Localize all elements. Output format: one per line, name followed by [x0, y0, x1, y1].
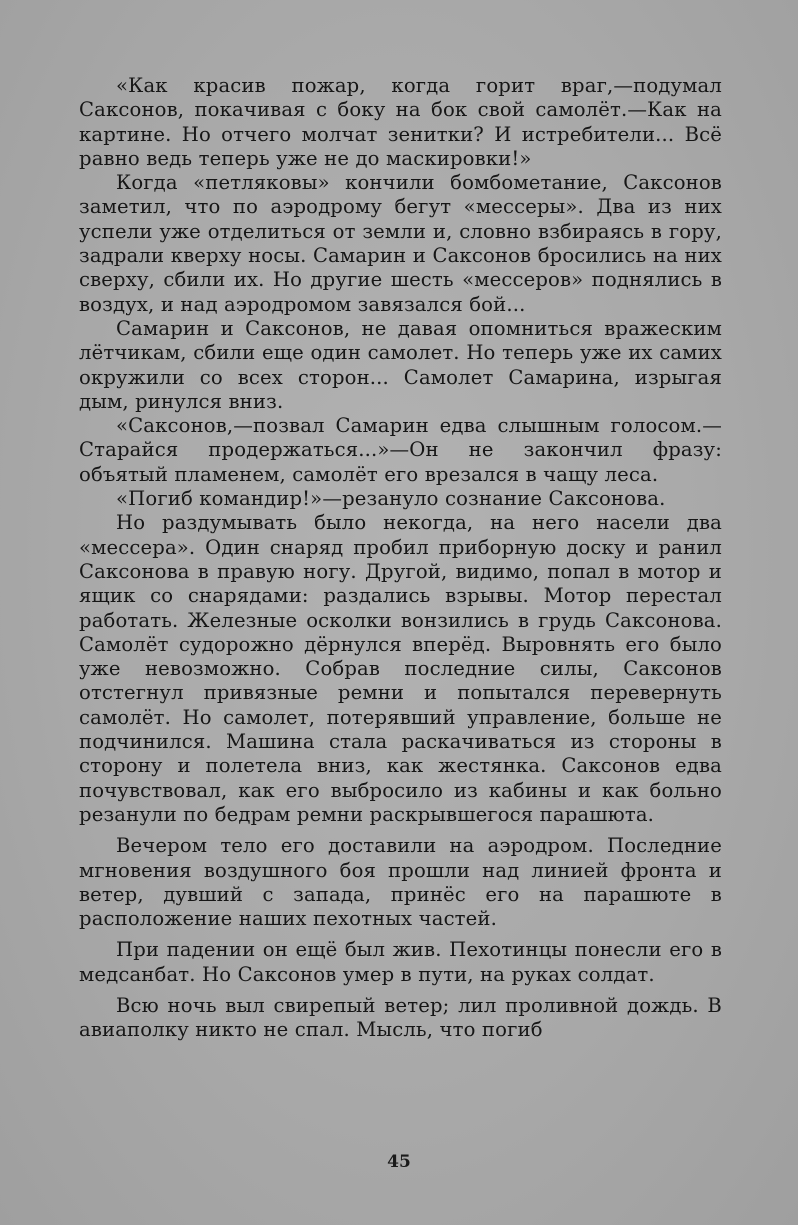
- paragraph: Вечером тело его доставили на аэродром. Последние мгновения воздушного боя прошли над линией фронта и ветер, дувший с запада, принёс его на парашюте в расположение наших пехотных частей.: [79, 834, 722, 931]
- paragraph: «Саксонов,—позвал Самарин едва слышным голосом.—Старайся продержаться...»—Он не закончил фразу: объятый пламенем, самолёт его врезался в чащу леса.: [79, 414, 722, 486]
- body-text: [79, 74, 722, 1043]
- paragraph: «Погиб командир!»—резануло сознание Саксонова.: [116, 487, 666, 511]
- paragraph: «Как красив пожар, когда горит враг,—подумал Саксонов, покачивая с боку на бок свой самолёт.—Как на картине. Но отчего молчат зенитки? И истребители... Всё равно ведь теперь уже не до маскировки!»: [79, 74, 722, 170]
- paragraph: Самарин и Саксонов, не давая опомниться вражеским лётчикам, сбили еще один самолет. Но теперь уже их самих окружили со всех сторон... Самолет Самарина, изрыгая дым, ринулся вниз.: [79, 316, 722, 413]
- paragraph: Но раздумывать было некогда, на него насели два «мессера». Один снаряд пробил приборную доску и ранил Саксонова в правую ногу. Другой, видимо, попал в мотор и ящик со снарядами: раздались взрывы. Мотор перестал работать. Железные осколки вонзились в грудь Саксонова. Самолёт судорожно дёрнулся вперёд. Выровнять его было уже невозможно. Собрав последние силы, Саксонов отстегнул привязные ремни и попытался перевернуть самолёт. Но самолет, потерявший управление, больше не подчинился. Машина стала раскачиваться из стороны в сторону и полетела вниз, как жестянка. Саксонов едва почувствовал, как его выбросило из кабины и как больно резанули по бедрам ремни раскрывшегося парашюта.: [79, 511, 722, 826]
- paragraph: При падении он ещё был жив. Пехотинцы понесли его в медсанбат. Но Саксонов умер в пути, на руках солдат.: [79, 938, 722, 986]
- page-number: 45: [387, 1152, 411, 1172]
- paragraph: Всю ночь выл свирепый ветер; лил проливной дождь. В авиаполку никто не спал. Мысль, что погиб: [79, 993, 722, 1042]
- paragraph: Когда «петляковы» кончили бомбометание, Саксонов заметил, что по аэродрому бегут «мессеры». Два из них успели уже отделиться от земли и, словно взбираясь в гору, задрали кверху носы. Самарин и Саксонов бросились на них сверху, сбили их. Но другие шесть «мессеров» поднялись в воздух, и над аэродромом завязался бой...: [79, 171, 722, 316]
